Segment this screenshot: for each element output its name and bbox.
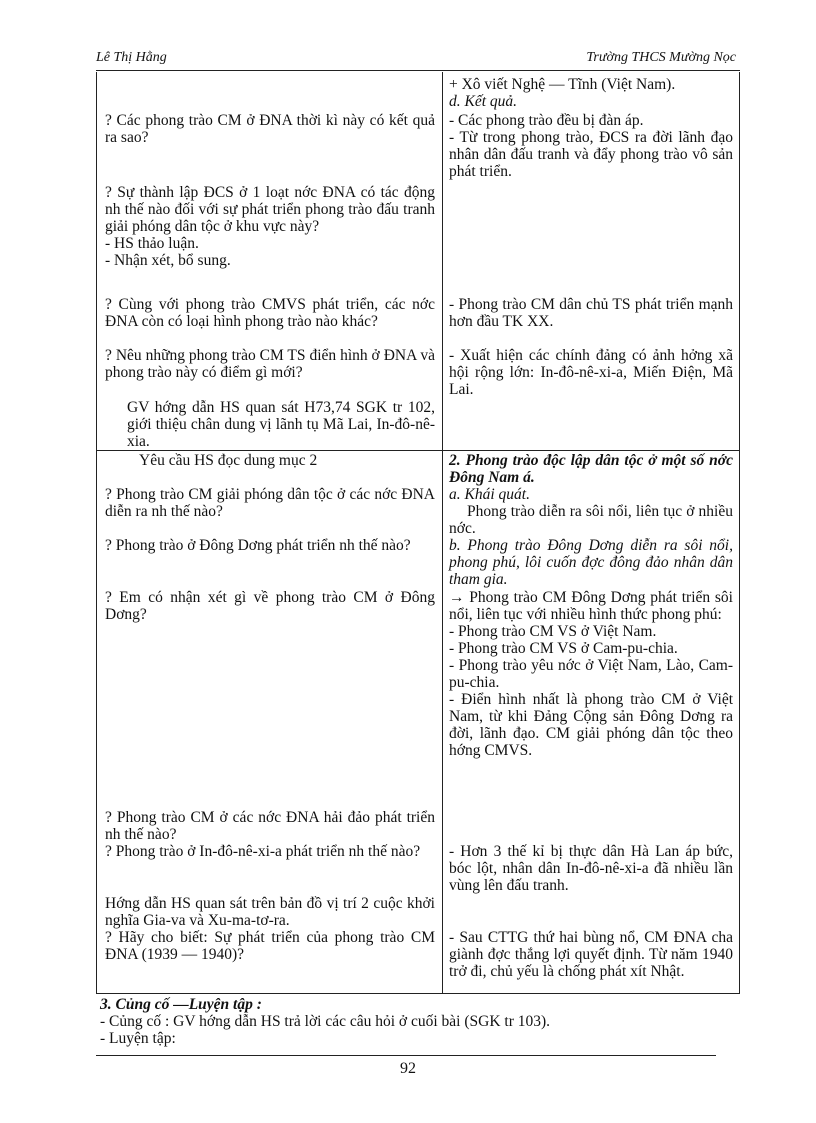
left-question-ket-qua: ? Các phong trào CM ở ĐNA thời kì này có kết quả ra sao? [105, 112, 435, 146]
left-question-dna: ? Phong trào CM giải phóng dân tộc ở các nớc ĐNA diễn ra nh thế nào? [105, 486, 435, 520]
subsection-title: a. Khái quát. [449, 486, 530, 503]
left-request-read: Yêu cầu HS đọc dung mục 2 [139, 452, 318, 469]
right-khai-quat [449, 486, 733, 537]
footer-heading: 3. Củng cố —Luyện tập : [100, 996, 262, 1013]
footer-line-luyen-tap: - Luyện tập: [100, 1030, 176, 1047]
right-cttg: - Sau CTTG thứ hai bùng nổ, CM ĐNA cha giành đợc thắng lợi quyết định. Từ năm 1940 trở đi, chủ yếu là chống phát xít Nhật. [449, 929, 733, 980]
page-header [96, 50, 736, 70]
footer-section [100, 996, 740, 1047]
right-answer-ts: - Phong trào CM dân chủ TS phát triển mạnh hơn đầu TK XX. [449, 296, 733, 330]
left-question-1939: ? Hãy cho biết: Sự phát triển của phong trào CM ĐNA (1939 — 1940)? [105, 929, 435, 963]
left-question-indonesia: ? Phong trào ở In-đô-nê-xi-a phát triển nh thế nào? [105, 843, 421, 860]
left-question-cmvs: ? Cùng với phong trào CMVS phát triển, các nớc ĐNA còn có loại hình phong trào nào khác? [105, 296, 435, 330]
right-dong-duong: b. Phong trào Đông Dơng diễn ra sôi nổi, phong phú, lôi cuốn đợc đông đảo nhân dân tham gia. [449, 537, 733, 588]
text-line: - Phong trào yêu nớc ở Việt Nam, Lào, Cam-pu-chia. [449, 657, 733, 691]
left-gv-guidance: GV hớng dẫn HS quan sát H73,74 SGK tr 102, giới thiệu chân dung vị lãnh tụ Mã Lai, In-đô-nê-xia. [127, 399, 435, 450]
right-indonesia: - Hơn 3 thế kỉ bị thực dân Hà Lan áp bức, bóc lột, nhân dân In-đô-nê-xi-a đã nhiều lần vùng lên đấu tranh. [449, 843, 733, 894]
text-line: Phong trào diễn ra sôi nổi, liên tục ở nhiều nớc. [449, 503, 733, 537]
left-question-cmts: ? Nêu những phong trào CM TS điển hình ở ĐNA và phong trào này có điểm gì mới? [105, 347, 435, 381]
footer-line-cung-co: - Củng cố : GV hớng dẫn HS trả lời các câu hỏi ở cuối bài (SGK tr 103). [100, 1013, 551, 1030]
text-line: - Nhận xét, bổ sung. [105, 252, 231, 269]
text-line: ? Sự thành lập ĐCS ở 1 loạt nớc ĐNA có tác động nh thế nào đối với sự phát triển phong trào đấu tranh giải phóng dân tộc ở khu vực này? [105, 184, 435, 235]
left-question-nhan-xet: ? Em có nhận xét gì về phong trào CM ở Đông Dơng? [105, 589, 435, 623]
column-divider [442, 72, 443, 993]
text-line: - Phong trào CM VS ở Cam-pu-chia. [449, 640, 678, 657]
right-dong-duong-detail [449, 589, 733, 759]
header-school: Trường THCS Mường Nọc [586, 50, 736, 65]
header-author: Lê Thị Hằng [96, 50, 167, 65]
header-rule [96, 70, 740, 71]
right-cell-xo-viet [449, 76, 733, 110]
lesson-table [96, 72, 740, 994]
footer-rule [96, 1055, 716, 1056]
text-line: → Phong trào CM Đông Dơng phát triển sôi nổi, liên tục với nhiều hình thức phong phú: [449, 589, 733, 623]
left-question-hai-dao: ? Phong trào CM ở các nớc ĐNA hải đảo phát triển nh thế nào? [105, 809, 435, 843]
page-number: 92 [400, 1060, 416, 1077]
text-line: + Xô viết Nghệ — Tĩnh (Việt Nam). [449, 76, 676, 93]
text-line: - Điển hình nhất là phong trào CM ở Việt Nam, từ khi Đảng Cộng sản Đông Dơng ra đời, lãnh đạo. CM giải phóng dân tộc theo hớng CMVS. [449, 691, 733, 759]
text-line: - HS thảo luận. [105, 235, 199, 252]
text-line: - Các phong trào đều bị đàn áp. [449, 112, 644, 129]
right-answer-chinh-dang: - Xuất hiện các chính đảng có ảnh hởng xã hội rộng lớn: In-đô-nê-xi-a, Miến Điện, Mã Lai. [449, 347, 733, 398]
text-line: - Từ trong phong trào, ĐCS ra đời lãnh đạo nhân dân đấu tranh và đẩy phong trào vô sản phát triển. [449, 129, 733, 180]
text-line: - Phong trào CM VS ở Việt Nam. [449, 623, 657, 640]
right-answer-ket-qua [449, 112, 733, 180]
left-question-dcs [105, 184, 435, 269]
left-question-dong-duong: ? Phong trào ở Đông Dơng phát triển nh thế nào? [105, 537, 411, 554]
section-title-phong-trao: 2. Phong trào độc lập dân tộc ở một số nớc Đông Nam á. [449, 452, 733, 486]
row-divider [97, 450, 739, 451]
left-map-guidance: Hớng dẫn HS quan sát trên bản đồ vị trí 2 cuộc khởi nghĩa Gia-va và Xu-ma-tơ-ra. [105, 895, 435, 929]
section-title-ket-qua: d. Kết quả. [449, 93, 518, 110]
